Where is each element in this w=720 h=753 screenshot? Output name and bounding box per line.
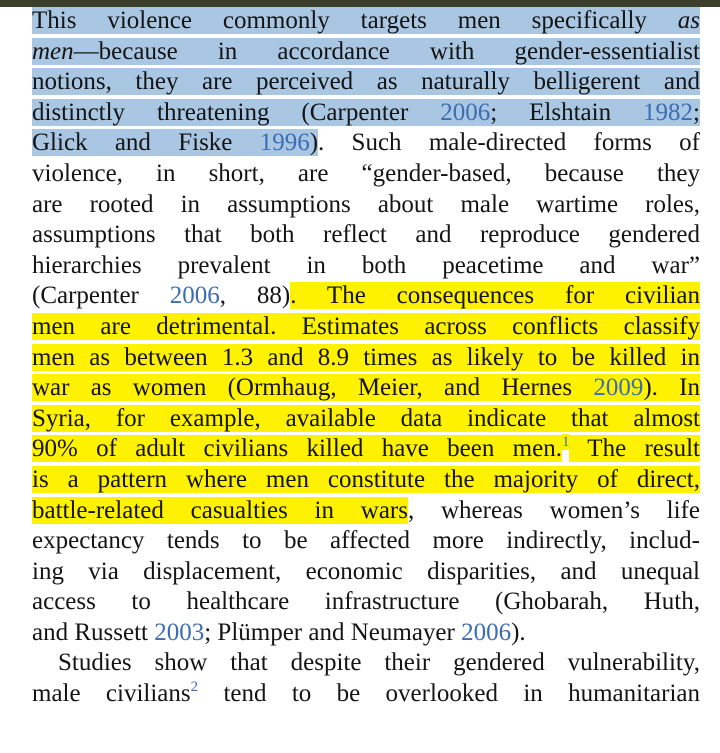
text-line [32, 128, 700, 159]
text-run: assumptions that both reflect and reproduce gendered [32, 221, 700, 249]
text-line [32, 6, 700, 37]
emphasized-text: men [32, 37, 74, 65]
text-run: Glick and Fiske [32, 129, 260, 157]
text-run: ; Elshtain [490, 98, 644, 126]
text-run: ; Plümper and Neumayer [204, 618, 462, 646]
text-run: are rooted in assumptions about male wartime roles, [32, 190, 700, 218]
text-run: ). In [643, 374, 700, 402]
text-run: ; [693, 98, 700, 126]
text-run: (Carpenter [32, 282, 170, 310]
text-run: —because in accordance with gender-essentialist [73, 37, 700, 65]
text-line [32, 587, 700, 618]
text-line [32, 343, 700, 374]
text-line [32, 67, 700, 98]
text-line [32, 373, 700, 404]
text-line [32, 37, 700, 68]
text-line [32, 434, 700, 465]
text-run: access to healthcare infrastructure (Ghobarah, Huth, [32, 588, 700, 616]
text-run: and Russett [32, 618, 155, 646]
text-line [32, 526, 700, 557]
emphasized-text: as [677, 7, 700, 34]
text-run: war as women (Ormhaug, Meier, and Hernes [32, 374, 594, 402]
text-line [32, 312, 700, 343]
text-line [32, 557, 700, 588]
text-run: tend to be overlooked in humanitarian [198, 680, 700, 708]
text-run: Studies show that despite their gendered vulnerability, [58, 649, 700, 677]
text-run: male civilians [32, 680, 191, 708]
text-line [32, 251, 700, 282]
text-run: ). [511, 618, 526, 646]
text-run: violence, in short, are “gender-based, because they [32, 159, 700, 187]
citation-year-link[interactable]: 2009 [593, 374, 644, 402]
text-line [32, 496, 700, 527]
text-run: hierarchies prevalent in both peacetime and war” [32, 251, 700, 279]
text-run: distinctly threatening (Carpenter [32, 98, 441, 126]
citation-year-link[interactable]: 1996 [259, 129, 310, 157]
text-line [32, 98, 700, 129]
text-run: Syria, for example, available data indicate that almost [32, 404, 700, 432]
text-run: . Such male-directed forms of [318, 129, 700, 157]
text-run: The result [569, 435, 700, 463]
text-line [32, 465, 700, 496]
text-line [32, 679, 700, 710]
footnote-marker[interactable]: 1 [561, 434, 570, 451]
citation-year-link[interactable]: 2006 [440, 98, 491, 126]
text-run: 90% of adult civilians killed have been men. [32, 435, 562, 463]
text-line [32, 159, 700, 190]
text-run: ) [309, 129, 319, 157]
text-run: men as between 1.3 and 8.9 times as likely to be killed in [32, 343, 700, 371]
text-run: is a pattern where men constitute the majority of direct, [32, 465, 700, 493]
text-run: men are detrimental. Estimates across conflicts classify [32, 312, 700, 340]
text-run: expectancy tends to be affected more indirectly, includ- [32, 527, 700, 555]
text-run: This violence commonly targets men specifically [32, 7, 678, 34]
citation-year-link[interactable]: 2006 [461, 618, 512, 646]
text-line [32, 190, 700, 221]
citation-year-link[interactable]: 2003 [154, 618, 205, 646]
text-line [32, 404, 700, 435]
text-run: . The consequences for civilian [290, 282, 701, 310]
citation-year-link[interactable]: 2006 [169, 282, 220, 310]
text-run: notions, they are perceived as naturally belligerent and [32, 68, 700, 96]
text-line [32, 648, 700, 679]
text-run: battle-related casualties in wars [32, 496, 408, 524]
text-line [32, 281, 700, 312]
text-line [32, 220, 700, 251]
text-run: , whereas women’s life [407, 496, 700, 524]
text-line [32, 618, 700, 649]
text-run: ing via displacement, economic disparities, and unequal [32, 557, 700, 585]
text-run: , 88) [219, 282, 291, 310]
citation-year-link[interactable]: 1982 [643, 98, 694, 126]
document-page [32, 6, 700, 710]
footnote-marker[interactable]: 2 [190, 679, 199, 696]
